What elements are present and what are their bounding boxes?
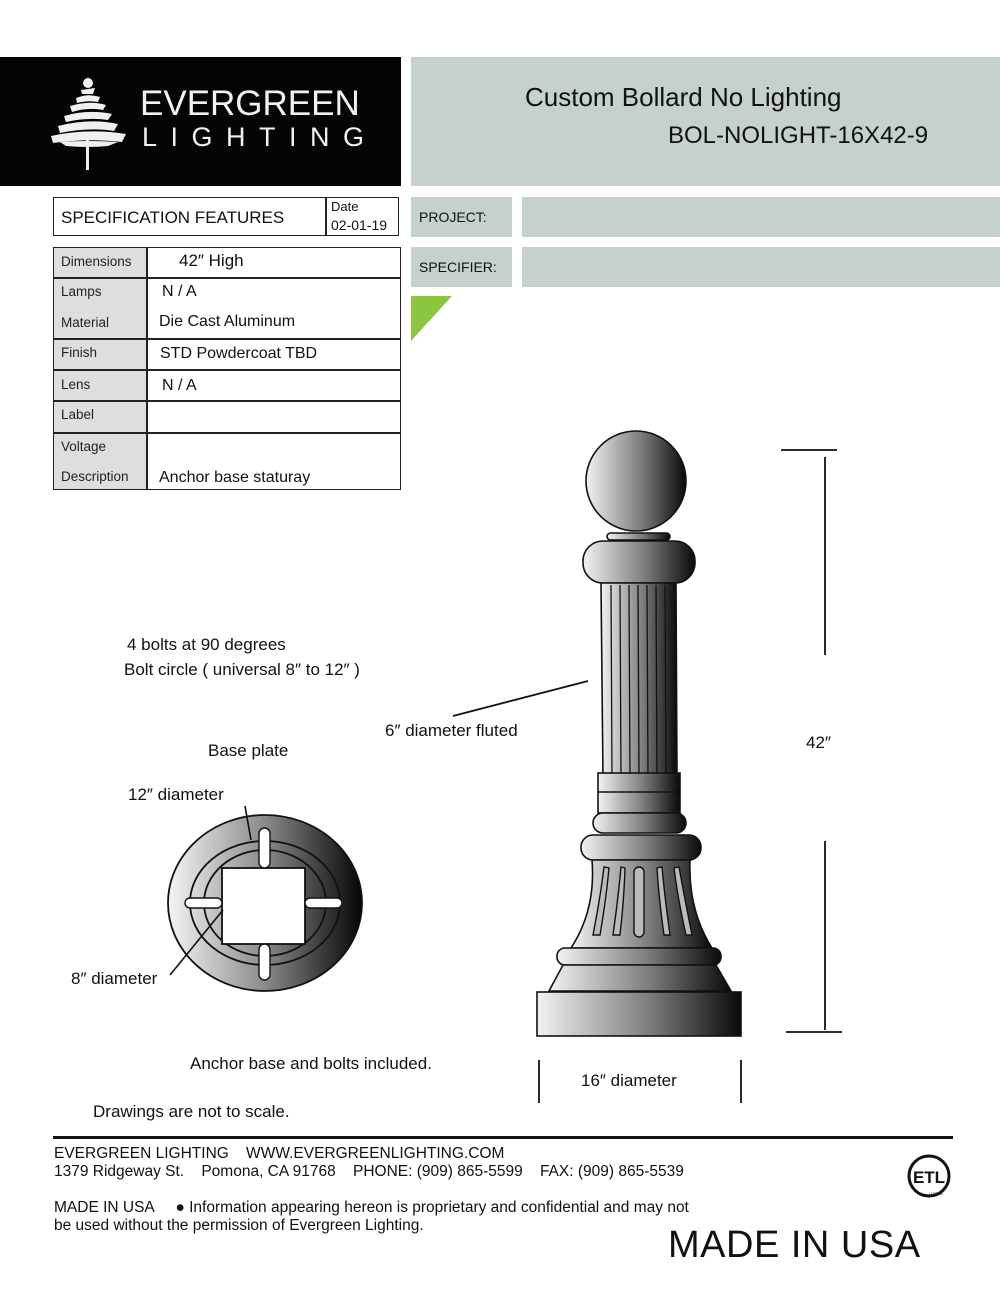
spec-title: SPECIFICATION FEATURES [61,208,285,227]
spec-label-lens: Lens [61,377,91,392]
made-in-usa-mark: MADE IN USA [668,1224,921,1266]
project-input[interactable] [522,197,1000,237]
product-sku: BOL-NOLIGHT-16X42-9 [668,122,929,149]
divider [54,432,400,434]
spec-label-voltage: Voltage [61,439,107,454]
base-plate-drawing [160,800,370,995]
spec-label-finish: Finish [61,345,98,360]
inner-diameter-label: 8″ diameter [71,969,158,988]
spec-value-lamps: N / A [162,283,197,300]
svg-text:ETL: ETL [912,1168,946,1187]
scale-note: Drawings are not to scale. [93,1102,290,1121]
bolt-circle-note: Bolt circle ( universal 8″ to 12″ ) [124,660,360,679]
evergreen-tree-icon [48,76,130,171]
date-value: 02-01-19 [331,217,388,233]
specifier-label: SPECIFIER: [419,259,497,275]
divider [54,400,400,402]
footer-disclaimer-cont: be used without the permission of Evergreen Lighting. [54,1217,424,1234]
spec-label-label: Label [61,407,95,422]
project-label: PROJECT: [419,209,487,225]
spec-value-material: Die Cast Aluminum [159,313,296,330]
footer-disclaimer: MADE IN USA ● Information appearing hereon is proprietary and confidential and may not [54,1199,689,1216]
divider [325,197,327,236]
height-label: 42″ [806,733,831,752]
specifier-input[interactable] [522,247,1000,287]
leader-line [450,678,590,720]
footer-address: 1379 Ridgeway St. Pomona, CA 91768 PHONE: (909) 865-5599 FAX: (909) 865-5539 [54,1163,684,1180]
spec-label-dimensions: Dimensions [61,254,132,269]
date-label: Date [331,199,359,214]
spec-label-lamps: Lamps [61,284,102,299]
outer-diameter-label: 12″ diameter [128,785,224,804]
footer-divider [53,1136,953,1139]
spec-label-description: Description [61,469,129,484]
logo-wordmark-bottom: LIGHTING [142,122,378,152]
spec-label-material: Material [61,315,110,330]
logo-wordmark-top: EVERGREEN [140,84,360,123]
divider [54,277,400,279]
anchor-note: Anchor base and bolts included. [190,1054,432,1073]
product-name: Custom Bollard No Lighting [525,82,842,112]
svg-text:LISTED: LISTED [928,1191,944,1196]
bolts-note: 4 bolts at 90 degrees [127,635,286,654]
footer-company: EVERGREEN LIGHTING WWW.EVERGREENLIGHTING.COM [54,1145,505,1162]
divider [54,338,400,340]
spec-value-dimensions: 42″ High [179,251,244,270]
green-corner-accent-icon [411,296,453,342]
base-diameter-label: 16″ diameter [581,1071,677,1090]
bollard-elevation-drawing [530,430,750,1040]
base-plate-label: Base plate [208,741,289,760]
divider [54,369,400,371]
spec-value-description: Anchor base staturay [159,469,311,486]
fluted-label: 6″ diameter fluted [385,721,518,740]
spec-value-finish: STD Powdercoat TBD [160,345,318,362]
etl-listed-icon [906,1154,954,1200]
spec-value-lens: N / A [162,377,197,394]
